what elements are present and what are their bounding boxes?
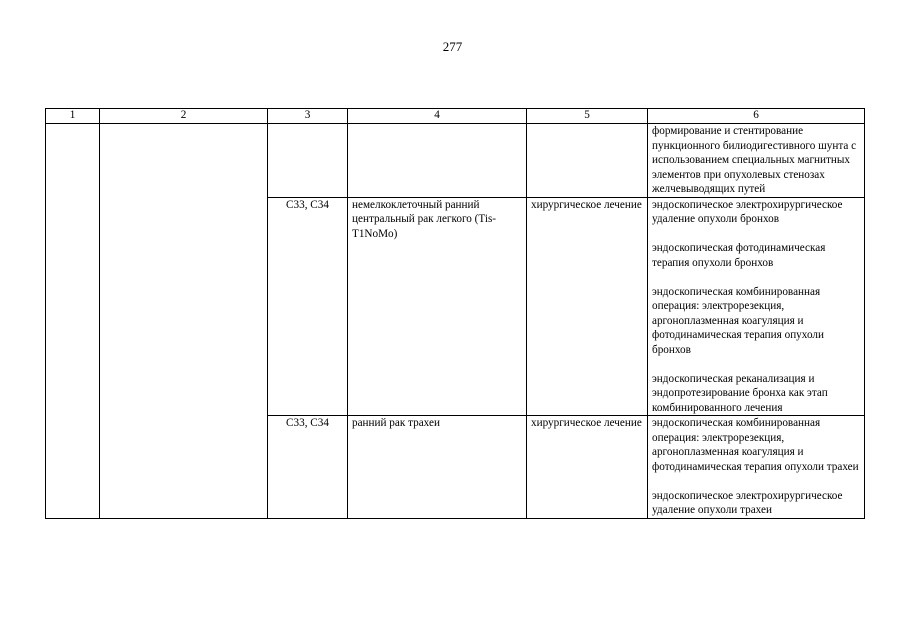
procedure-item: формирование и стентирование пункционного билиодигестивного шунта с использованием специальных магнитных элементов при опухолевых стенозах желчевыводящих путей	[652, 125, 857, 195]
column-header-4: 4	[348, 109, 527, 124]
column-header-1: 1	[46, 109, 100, 124]
procedure-item: эндоскопическая комбинированная операция: электрорезекция, аргоноплазменная коагуляция и фотодинамическая терапия опухоли бронхов	[652, 285, 824, 356]
spacer	[652, 227, 860, 242]
cell-col3-icd-codes: C33, C34	[268, 197, 348, 416]
column-header-3: 3	[268, 109, 348, 124]
cell-col1	[46, 124, 100, 519]
procedure-item: эндоскопическое электрохирургическое удаление опухоли бронхов	[652, 198, 843, 225]
cell-col6	[648, 124, 865, 198]
cell-col6-procedures	[648, 416, 865, 519]
cell-col5-treatment-type: хирургическое лечение	[527, 197, 648, 416]
cell-col4-diagnosis: немелкоклеточный ранний центральный рак легкого (Tis-T1NoMo)	[348, 197, 527, 416]
cell-col6-procedures	[648, 197, 865, 416]
cell-col3-icd-codes: C33, C34	[268, 416, 348, 519]
table-header-row	[46, 109, 865, 124]
cell-col4	[348, 124, 527, 198]
spacer	[652, 357, 860, 372]
spacer	[652, 474, 860, 489]
cell-col5	[527, 124, 648, 198]
page-number: 277	[442, 39, 463, 54]
spacer	[652, 270, 860, 285]
medical-procedures-table	[45, 108, 865, 519]
cell-col3	[268, 124, 348, 198]
column-header-6: 6	[648, 109, 865, 124]
procedure-item: эндоскопическая реканализация и эндопротезирование бронха как этап комбинированного лечения	[652, 372, 828, 414]
cell-col4-diagnosis: ранний рак трахеи	[348, 416, 527, 519]
procedure-item: эндоскопическая комбинированная операция: электрорезекция, аргоноплазменная коагуляция и фотодинамическая терапия опухоли трахеи	[652, 417, 859, 473]
cell-col5-treatment-type: хирургическое лечение	[527, 416, 648, 519]
procedure-item: эндоскопическое электрохирургическое удаление опухоли трахеи	[652, 489, 843, 516]
procedure-item: эндоскопическая фотодинамическая терапия опухоли бронхов	[652, 242, 826, 269]
cell-col2	[100, 124, 268, 519]
table-row	[46, 124, 865, 198]
column-header-5: 5	[527, 109, 648, 124]
column-header-2: 2	[100, 109, 268, 124]
